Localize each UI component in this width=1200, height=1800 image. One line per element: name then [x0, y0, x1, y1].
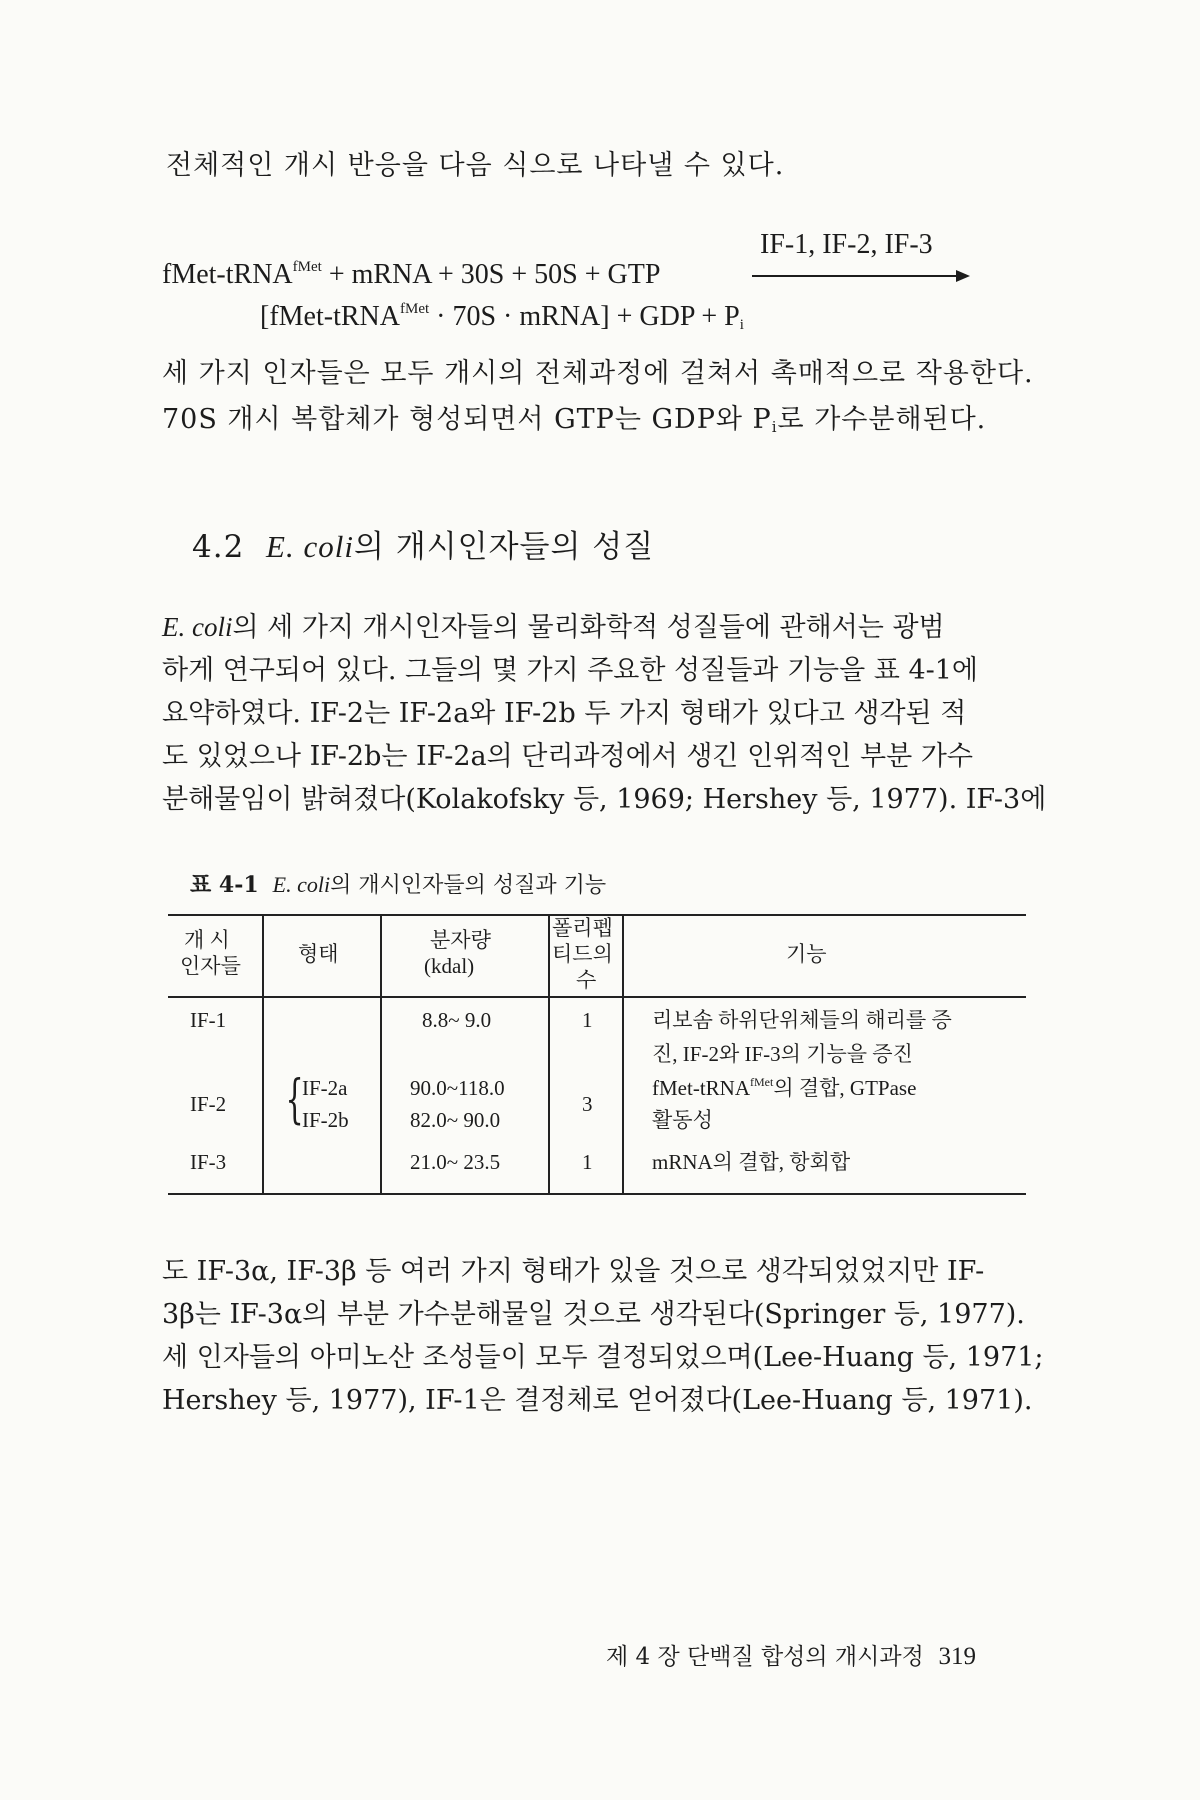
polypeptide-count: 1	[582, 1150, 593, 1174]
paragraph-3-line: 도 IF-3α, IF-3β 등 여러 가지 형태가 있을 것으로 생각되었었지만 IF-	[162, 1256, 985, 1287]
organism-name: E. coli	[272, 872, 331, 897]
page-number: 319	[938, 1643, 976, 1670]
factor-name: IF-3	[190, 1150, 227, 1174]
intro-line: 전체적인 개시 반응을 다음 식으로 나타낼 수 있다.	[166, 150, 785, 181]
factor-name: IF-1	[190, 1008, 227, 1032]
running-footer	[606, 1642, 976, 1672]
form-variant: IF-2b	[302, 1108, 349, 1132]
header-form: 형태	[298, 942, 339, 966]
equation-line-1	[162, 258, 660, 292]
factor-name: IF-2	[190, 1092, 227, 1116]
arrow-label: IF-1, IF-2, IF-3	[760, 229, 933, 260]
column-divider	[548, 914, 550, 1194]
header-polypeptides: 티드의	[552, 942, 613, 966]
molecular-weight: 21.0~ 23.5	[410, 1150, 501, 1174]
function-text: 활동성	[652, 1108, 713, 1132]
header-factor: 인자들	[180, 954, 241, 978]
polypeptide-count: 3	[582, 1092, 593, 1116]
column-divider	[622, 914, 624, 1194]
equation-term: + mRNA + 30S + 50S + GTP	[321, 259, 661, 290]
molecular-weight: 90.0~118.0	[410, 1076, 505, 1100]
polypeptide-count: 1	[582, 1008, 593, 1032]
section-title: 의 개시인자들의 성질	[353, 529, 655, 565]
paragraph-text: 로 가수분해된다.	[777, 404, 987, 435]
paragraph-text: 의 세 가지 개시인자들의 물리화학적 성질들에 관해서는 광범	[232, 612, 945, 643]
column-divider	[262, 914, 264, 1194]
subscript: i	[771, 418, 778, 436]
equation-term: [fMet-tRNA	[260, 301, 400, 332]
function-term: fMet-tRNA	[652, 1076, 750, 1100]
function-term: 의 결합, GTPase	[773, 1076, 917, 1100]
header-polypeptides: 수	[576, 968, 597, 992]
molecular-weight: 82.0~ 90.0	[410, 1108, 501, 1132]
paragraph-3-line: 3β는 IF-3α의 부분 가수분해물일 것으로 생각된다(Springer 등, 1977).	[162, 1299, 1025, 1330]
organism-name: E. coli	[162, 612, 233, 642]
paragraph-2	[162, 606, 1047, 821]
header-function: 기능	[786, 942, 827, 966]
equation-line-2	[260, 300, 744, 334]
header-molecular-weight: (kdal)	[424, 954, 475, 978]
header-molecular-weight: 분자량	[430, 928, 491, 952]
molecular-weight: 8.8~ 9.0	[422, 1008, 492, 1032]
equation-superscript: fMet	[292, 259, 322, 275]
paragraph-3-line: Hershey 등, 1977), IF-1은 결정체로 얻어졌다(Lee-Huang 등, 1971).	[162, 1385, 1033, 1416]
table-label: 표 4-1	[190, 872, 259, 898]
equation-subscript: i	[739, 317, 744, 333]
paragraph-2-line: 요약하였다. IF-2는 IF-2a와 IF-2b 두 가지 형태가 있다고 생각된 적	[162, 698, 967, 729]
function-text: 진, IF-2와 IF-3의 기능을 증진	[652, 1042, 913, 1066]
paragraph-text: 70S 개시 복합체가 형성되면서 GTP는 GDP와 P	[162, 404, 772, 435]
paragraph-3	[162, 1250, 1044, 1422]
equation-term: · 70S · mRNA] + GDP + P	[429, 301, 740, 332]
paragraph-2-line: 도 있었으나 IF-2b는 IF-2a의 단리과정에서 생긴 인위적인 부분 가수	[162, 741, 973, 772]
paragraph-1-line-2	[162, 404, 986, 436]
reaction-arrow-shaft	[752, 275, 962, 277]
paragraph-2-line: 하게 연구되어 있다. 그들의 몇 가지 주요한 성질들과 기능을 표 4-1에	[162, 655, 979, 686]
function-text: mRNA의 결합, 항회합	[652, 1150, 851, 1174]
organism-name: E. coli	[266, 529, 354, 564]
paragraph-1-line-1: 세 가지 인자들은 모두 개시의 전체과정에 걸쳐서 촉매적으로 작용한다.	[162, 358, 1034, 389]
table-caption	[190, 872, 606, 899]
function-text: 리보솜 하위단위체들의 해리를 증	[652, 1008, 952, 1032]
paragraph-2-line	[162, 606, 1030, 649]
chapter-title: 제 4 장 단백질 합성의 개시과정	[606, 1644, 924, 1670]
column-divider	[380, 914, 382, 1194]
form-variant: IF-2a	[302, 1076, 348, 1100]
paragraph-2-line: 분해물임이 밝혀졌다(Kolakofsky 등, 1969; Hershey 등, 1977). IF-3에	[162, 784, 1047, 815]
brace-icon: {	[285, 1070, 304, 1130]
table-header-rule	[168, 996, 1026, 998]
section-number: 4.2	[192, 529, 245, 565]
equation-superscript: fMet	[399, 301, 430, 317]
table-bottom-rule	[168, 1193, 1026, 1195]
caption-text: 의 개시인자들의 성질과 기능	[330, 873, 607, 898]
reaction-arrow-icon	[956, 270, 970, 282]
header-polypeptides: 폴리펩	[552, 916, 613, 940]
paragraph-3-line: 세 인자들의 아미노산 조성들이 모두 결정되었으며(Lee-Huang 등, 1971;	[162, 1342, 1044, 1373]
header-factor: 개 시	[184, 928, 230, 952]
superscript: fMet	[750, 1075, 774, 1089]
function-text	[652, 1076, 916, 1100]
equation-term: fMet-tRNA	[162, 259, 293, 290]
section-heading	[192, 528, 654, 566]
